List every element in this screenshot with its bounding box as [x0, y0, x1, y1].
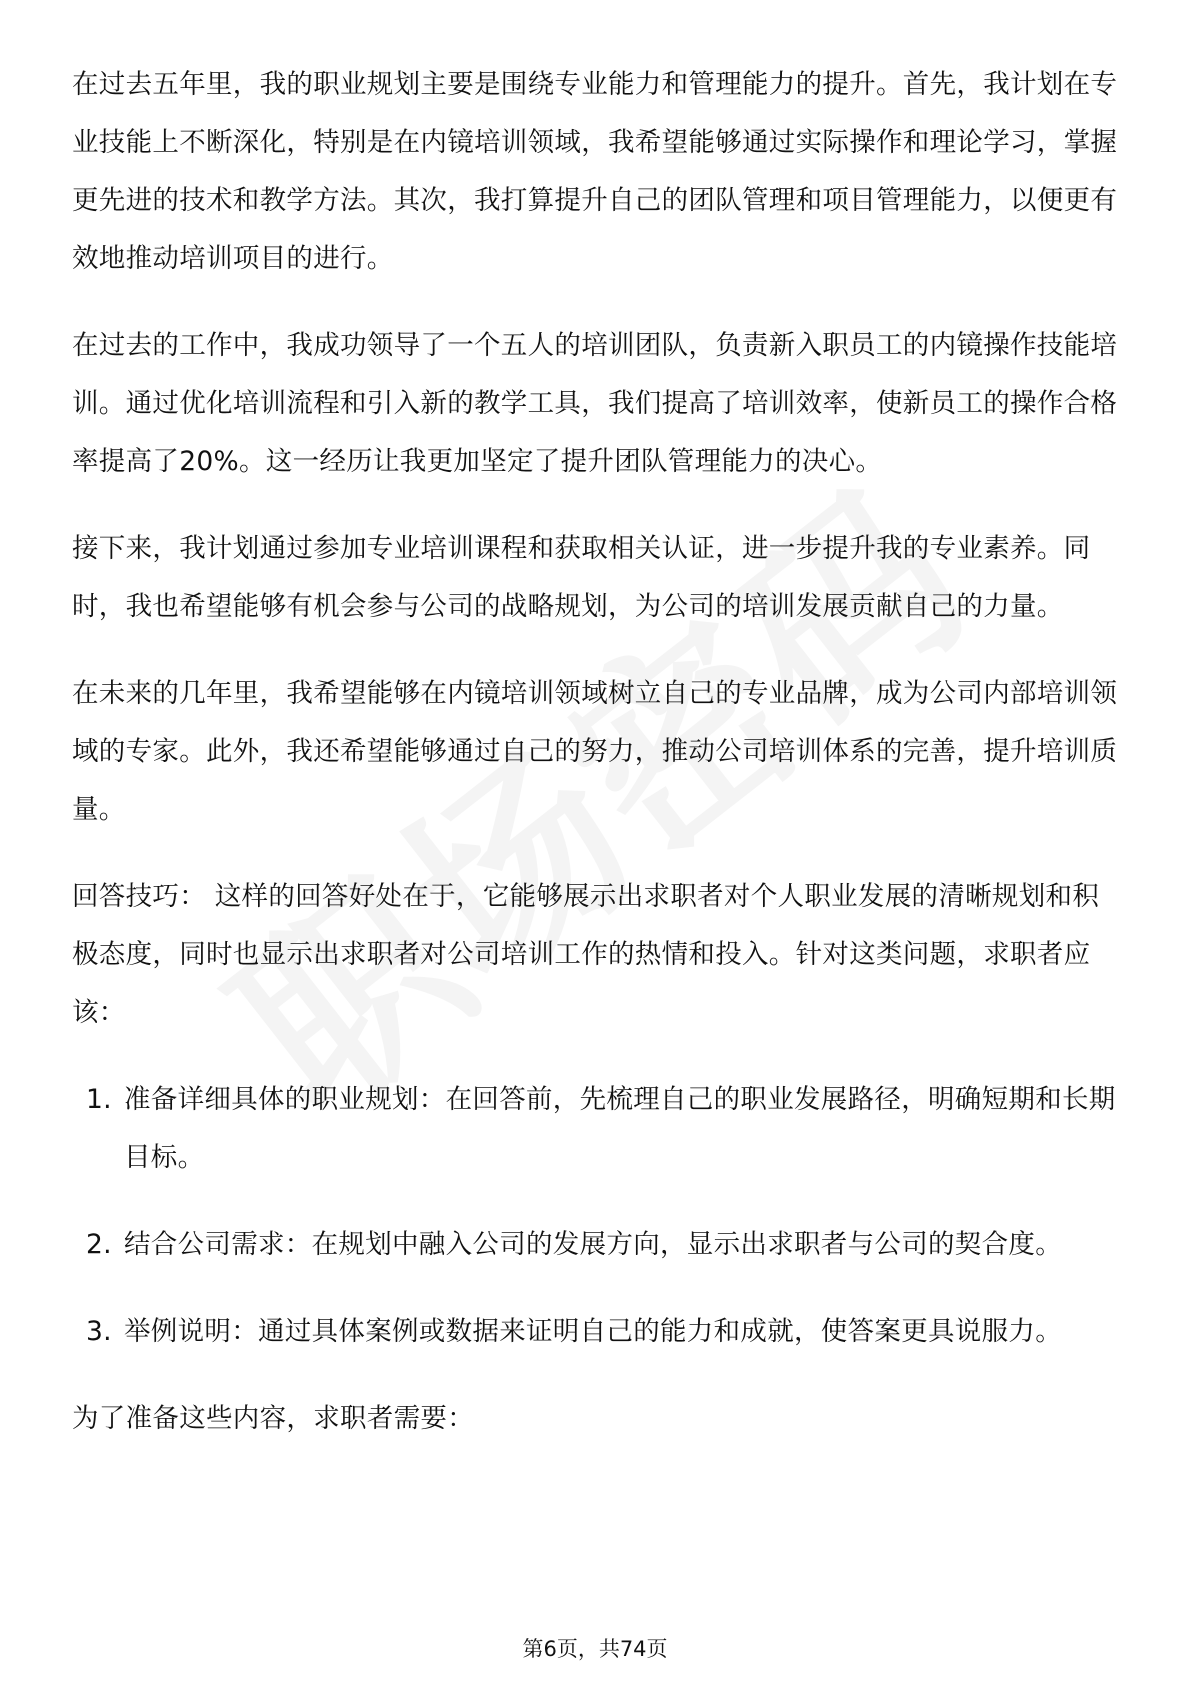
list-number: 3. [86, 1316, 112, 1347]
list-text: 结合公司需求：在规划中融入公司的发展方向，显示出求职者与公司的契合度。 [124, 1229, 1062, 1260]
page-number: 第6页，共74页 [522, 1637, 668, 1661]
list-item [72, 1071, 1122, 1187]
list-text: 准备详细具体的职业规划：在回答前，先梳理自己的职业发展路径，明确短期和长期目标。 [124, 1084, 1116, 1173]
tips-list [72, 1071, 1122, 1361]
paragraph: 在未来的几年里，我希望能够在内镜培训领域树立自己的专业品牌，成为公司内部培训领域的专家。此外，我还希望能够通过自己的努力，推动公司培训体系的完善，提升培训质量。 [72, 678, 1118, 825]
closing-paragraph: 为了准备这些内容，求职者需要： [72, 1403, 474, 1434]
paragraph: 在过去五年里，我的职业规划主要是围绕专业能力和管理能力的提升。首先，我计划在专业技能上不断深化，特别是在内镜培训领域，我希望能够通过实际操作和理论学习，掌握更先进的技术和教学方法。其次，我打算提升自己的团队管理和项目管理能力，以便更有效地推动培训项目的进行。 [72, 69, 1118, 274]
list-number: 2. [86, 1229, 112, 1260]
paragraph: 接下来，我计划通过参加专业培训课程和获取相关认证，进一步提升我的专业素养。同时，我也希望能够有机会参与公司的战略规划，为公司的培训发展贡献自己的力量。 [72, 533, 1091, 622]
paragraph-tips: 回答技巧： 这样的回答好处在于，它能够展示出求职者对个人职业发展的清晰规划和积极态度，同时也显示出求职者对公司培训工作的热情和投入。针对这类问题，求职者应该： [72, 881, 1100, 1028]
list-text: 举例说明：通过具体案例或数据来证明自己的能力和成就，使答案更具说服力。 [124, 1316, 1062, 1347]
paragraph: 在过去的工作中，我成功领导了一个五人的培训团队，负责新入职员工的内镜操作技能培训。通过优化培训流程和引入新的教学工具，我们提高了培训效率，使新员工的操作合格率提高了20%。这一经历让我更加坚定了提升团队管理能力的决心。 [72, 330, 1118, 477]
list-item [72, 1216, 1122, 1274]
document-body [72, 56, 1122, 1477]
list-number: 1. [86, 1084, 112, 1115]
list-item [72, 1303, 1122, 1361]
